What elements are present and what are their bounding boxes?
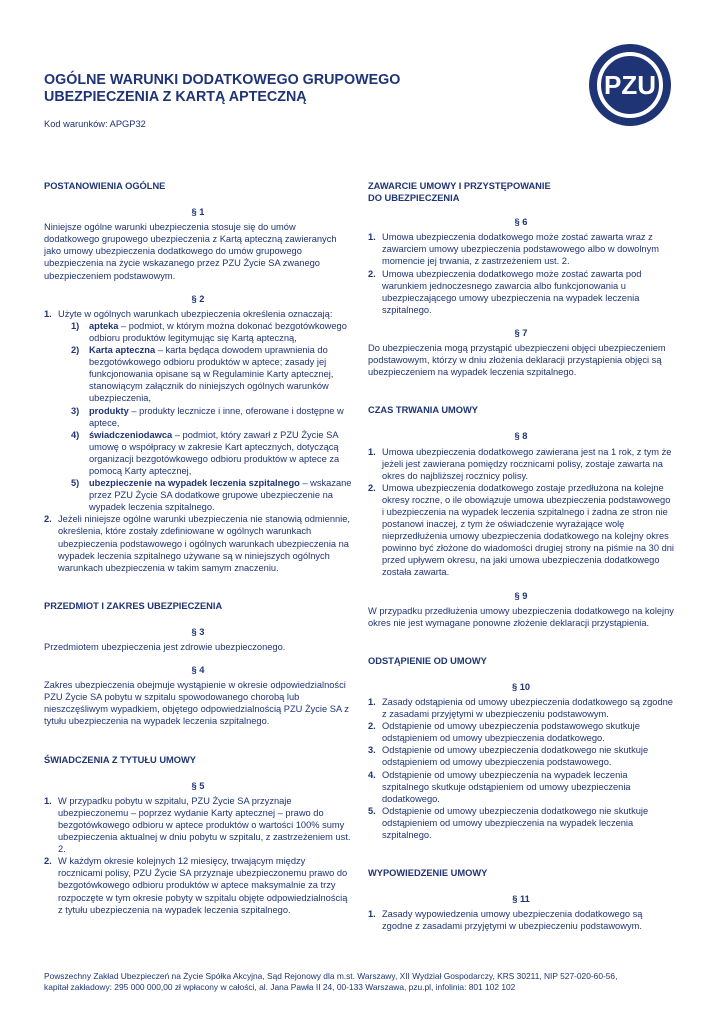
list-item-text: Odstąpienie od umowy ubezpieczenia podstawowego skutkuje odstąpieniem od umowy ubezpieczenia dodatkowego. [382,721,640,744]
list-item-text: Umowa ubezpieczenia dodatkowego zostaje przedłużona na kolejne okresy roczne, o ile obowiązuje umowa ubezpieczenia podstawowego i ubezpieczenia na wypadek leczenia szpitalnego i żadna ze stron nie postanowi inaczej, z tym że oświadczenie wyrażające wolę nieprzedłużenia umowy ubezpieczenia dodatkowego na kolejny okres powinno być złożone do wiadomości drugiej strony na piśmie na 30 dni przed upływem okresu, na jaki umowa ubezpieczenia dodatkowego została zawarta. [382,482,674,578]
list-item-number: 2. [368,268,376,279]
logo-text: PZU [604,70,656,100]
list-item-text: Zasady odstąpienia od umowy ubezpieczenia dodatkowego są zgodne z zasadami przyjętymi w ubezpieczeniu podstawowym. [382,697,673,720]
paragraph-number-11: § 11 [512,894,530,905]
paragraph-10-list [368,696,674,841]
conditions-code: Kod warunków: APGP32 [44,119,146,129]
paragraph-4-text: Zakres ubezpieczenia obejmuje wystąpienie w okresie odpowiedzialności PZU Życie SA pobytu w szpitalu spowodowanego chorobą lub nieszczęśliwym wypadkiem, objętego odpowiedzialnością PZU Życie SA z tytułu ubezpieczenia na wypadek leczenia szpitalnego. [44,680,349,727]
definition-term: produkty [89,405,129,416]
list-item-number: 1. [44,795,52,806]
list-item [368,446,674,482]
definition-term: apteka [89,320,119,331]
right-column [368,180,674,933]
paragraph-number-8: § 8 [514,431,528,442]
definition-item [58,405,352,429]
section-heading-duration: CZAS TRWANIA UMOWY [368,405,479,416]
paragraph-number-1: § 1 [191,207,205,218]
list-item-text: Użyte w ogólnych warunkach ubezpieczenia określenia oznaczają: [58,308,333,319]
list-item-number: 2. [368,721,376,732]
list-item-number: 1. [44,308,52,319]
definition-text: – podmiot, który zawarł z PZU Życie SA umowę o współpracy w zakresie Kart aptecznych, dotyczącą organizacji bezgotówkowego odbioru produktów w aptece za pomocą Karty aptecznej, [89,429,340,476]
section-heading-line: ZAWARCIE UMOWY I PRZYSTĘPOWANIE [368,181,551,191]
list-item-text: Odstąpienie od umowy ubezpieczenia dodatkowego nie skutkuje odstąpieniem od umowy ubezpieczenia podstawowego. [382,745,649,768]
list-item-number: 1. [368,232,376,243]
list-item [368,908,674,932]
list-item [368,805,674,841]
paragraph-2-list [44,308,352,574]
list-item-text: Odstąpienie od umowy ubezpieczenia dodatkowego nie skutkuje odstąpieniem od umowy ubezpieczenia na wypadek leczenia szpitalnego. [382,805,649,841]
paragraph-number-4: § 4 [191,665,205,676]
paragraph-9-text: W przypadku przedłużenia umowy ubezpieczenia dodatkowego na kolejny okres nie jest wymagane ponowne złożenie deklaracji przystąpienia. [368,605,674,628]
definition-term: świadczeniodawca [89,429,173,440]
list-item [368,769,674,805]
paragraph-1-text: Niniejsze ogólne warunki ubezpieczenia stosuje się do umów dodatkowego grupowego ubezpieczenia z Kartą apteczną zawieranych jako umowy ubezpieczenia dodatkowego do umów grupowego ubezpieczenia na życie wskazanego przez PZU Życie SA zwanego ubezpieczeniem podstawowym. [44,222,337,281]
list-item-text: Umowa ubezpieczenia dodatkowego może zostać zawarta wraz z zawarciem umowy ubezpieczenia podstawowego albo w dowolnym momencie jej trwania, z zastrzeżeniem ust. 2. [382,232,659,267]
paragraph-5-list [44,795,352,916]
list-item [368,482,674,579]
list-item-number: 1. [368,697,376,707]
list-item [44,308,352,514]
list-item-number: 5. [368,805,376,816]
list-item-text: Odstąpienie od umowy ubezpieczenia na wypadek leczenia szpitalnego skutkuje odstąpieniem od umowy ubezpieczenia dodatkowego. [382,769,631,804]
paragraph-number-5: § 5 [191,780,205,791]
list-item [368,720,674,744]
section-heading-line: DO UBEZPIECZENIA [368,193,460,204]
list-item [44,795,352,855]
definition-term: ubezpieczenie na wypadek leczenia szpitalnego [89,478,300,489]
list-item-text: Umowa ubezpieczenia dodatkowego może zostać zawarta pod warunkiem jednoczesnego zawarcia albo funkcjonowania u ubezpieczającego umowy ubezpieczenia na wypadek leczenia szpitalnego. [382,268,642,315]
list-item-text: W każdym okresie kolejnych 12 miesięcy, trwającym między rocznicami polisy, PZU Życie SA przyznaje ubezpieczonemu prawo do bezgotówkowego odbioru produktów w aptece maksymalnie za trzy rozpoczęte w tym okresie pobyty w szpitalu objęte odpowiedzialnością z tytułu ubezpieczenia na wypadek leczenia szpitalnego. [58,856,348,915]
title-line-1: OGÓLNE WARUNKI DODATKOWEGO GRUPOWEGO [44,72,401,88]
paragraph-number-6: § 6 [514,217,528,228]
list-item-number: 2. [44,856,52,867]
definition-number: 3) [71,405,80,416]
list-item-number: 1. [368,446,376,457]
paragraph-number-10: § 10 [511,681,531,692]
definition-item [58,477,352,513]
footer-line-2: kapitał zakładowy: 295 000 000,00 zł wpłacony w całości, al. Jana Pawła II 24, 00-133 Warszawa, pzu.pl, infolinia: 801 102 102 [44,982,516,993]
list-item-number: 2. [368,482,376,493]
definition-term: Karta apteczna [89,345,156,356]
section-heading-general: POSTANOWIENIA OGÓLNE [44,181,166,191]
list-item [44,855,352,915]
definitions-list [58,320,352,514]
list-item [368,696,674,720]
definition-text: – podmiot, w którym można dokonać bezgotówkowego odbioru produktów legitymując się Kartą apteczną, [89,320,347,343]
list-item [368,744,674,768]
definition-number: 2) [71,345,80,356]
section-heading-termination: WYPOWIEDZENIE UMOWY [368,868,488,879]
company-footer [44,971,684,994]
section-heading-subject: PRZEDMIOT I ZAKRES UBEZPIECZENIA [44,600,223,611]
definition-item [58,344,352,404]
paragraph-number-3: § 3 [191,626,205,637]
paragraph-7-text: Do ubezpieczenia mogą przystąpić ubezpieczeni objęci ubezpieczeniem podstawowym, którzy w dniu złożenia deklaracji przystąpienia objęci są ubezpieczeniem na wypadek leczenia szpitalnego. [368,343,666,378]
pzu-logo [588,43,672,127]
section-heading-withdrawal: ODSTĄPIENIE OD UMOWY [368,655,487,666]
definition-item [58,429,352,477]
definition-text: – karta będąca dowodem uprawnienia do bezgotówkowego odbioru produktów w aptece; zasady jej funkcjonowania opisane są w Regulaminie Karty aptecznej, stanowiącym załącznik do niniejszych ogólnych warunków ubezpieczenia, [89,345,334,404]
definition-item [58,320,352,344]
left-column [44,180,352,916]
paragraph-6-list [368,231,674,316]
document-title [44,72,504,106]
paragraph-number-2: § 2 [191,293,205,304]
paragraph-number-9: § 9 [514,590,528,601]
footer-line-1: Powszechny Zakład Ubezpieczeń na Życie Spółka Akcyjna, Sąd Rejonowy dla m.st. Warszawy, XII Wydział Gospodarczy, KRS 30211, NIP 527-020-60-56, [44,971,618,981]
list-item [44,513,352,573]
definition-number: 4) [71,429,80,440]
definition-text: – produkty lecznicze i inne, oferowane i dostępne w aptece, [89,405,344,428]
paragraph-3-text: Przedmiotem ubezpieczenia jest zdrowie ubezpieczonego. [44,642,286,652]
list-item-number: 2. [44,514,52,525]
title-line-2: UBEZPIECZENIA Z KARTĄ APTECZNĄ [44,89,307,105]
paragraph-11-list [368,908,674,932]
list-item-text: Umowa ubezpieczenia dodatkowego zawierana jest na 1 rok, z tym że jeżeli jest zawierana pomiędzy rocznicami polisy, zostaje zawarta na okres do najbliższej rocznicy polisy. [382,446,672,481]
list-item-number: 1. [368,909,376,920]
list-item-text: Jeżeli niniejsze ogólne warunki ubezpieczenia nie stanowią odmiennie, określenia, które zostały zdefiniowane w ogólnych warunkach ubezpieczenia podstawowego i ogólnych warunkach ubezpieczenia na wypadek leczenia szpitalnego używane są w niniejszych ogólnych warunkach ubezpieczenia w takim samym znaczeniu. [58,514,350,573]
section-heading-benefits: ŚWIADCZENIA Z TYTUŁU UMOWY [44,754,197,765]
list-item-text: W przypadku pobytu w szpitalu, PZU Życie SA przyznaje ubezpieczonemu – poprzez wydanie Karty aptecznej – prawo do bezgotówkowego odbioru w aptece produktów o wartości 100% sumy ubezpieczenia aktualnej w dniu pobytu w szpitalu, z zastrzeżeniem ust. 2. [58,795,351,855]
list-item-number: 3. [368,745,376,756]
list-item-text: Zasady wypowiedzenia umowy ubezpieczenia dodatkowego są zgodne z zasadami przyjętymi w ubezpieczeniu podstawowym. [382,909,643,932]
paragraph-number-7: § 7 [514,327,528,338]
list-item [368,231,674,267]
paragraph-8-list [368,446,674,579]
definition-text: – wskazane przez PZU Życie SA dodatkowe grupowe ubezpieczenie na wypadek leczenia szpitalnego. [89,478,352,513]
definition-number: 1) [71,320,80,331]
section-heading-conclusion [368,180,674,204]
list-item-number: 4. [368,769,376,780]
list-item [368,268,674,316]
definition-number: 5) [71,478,80,489]
